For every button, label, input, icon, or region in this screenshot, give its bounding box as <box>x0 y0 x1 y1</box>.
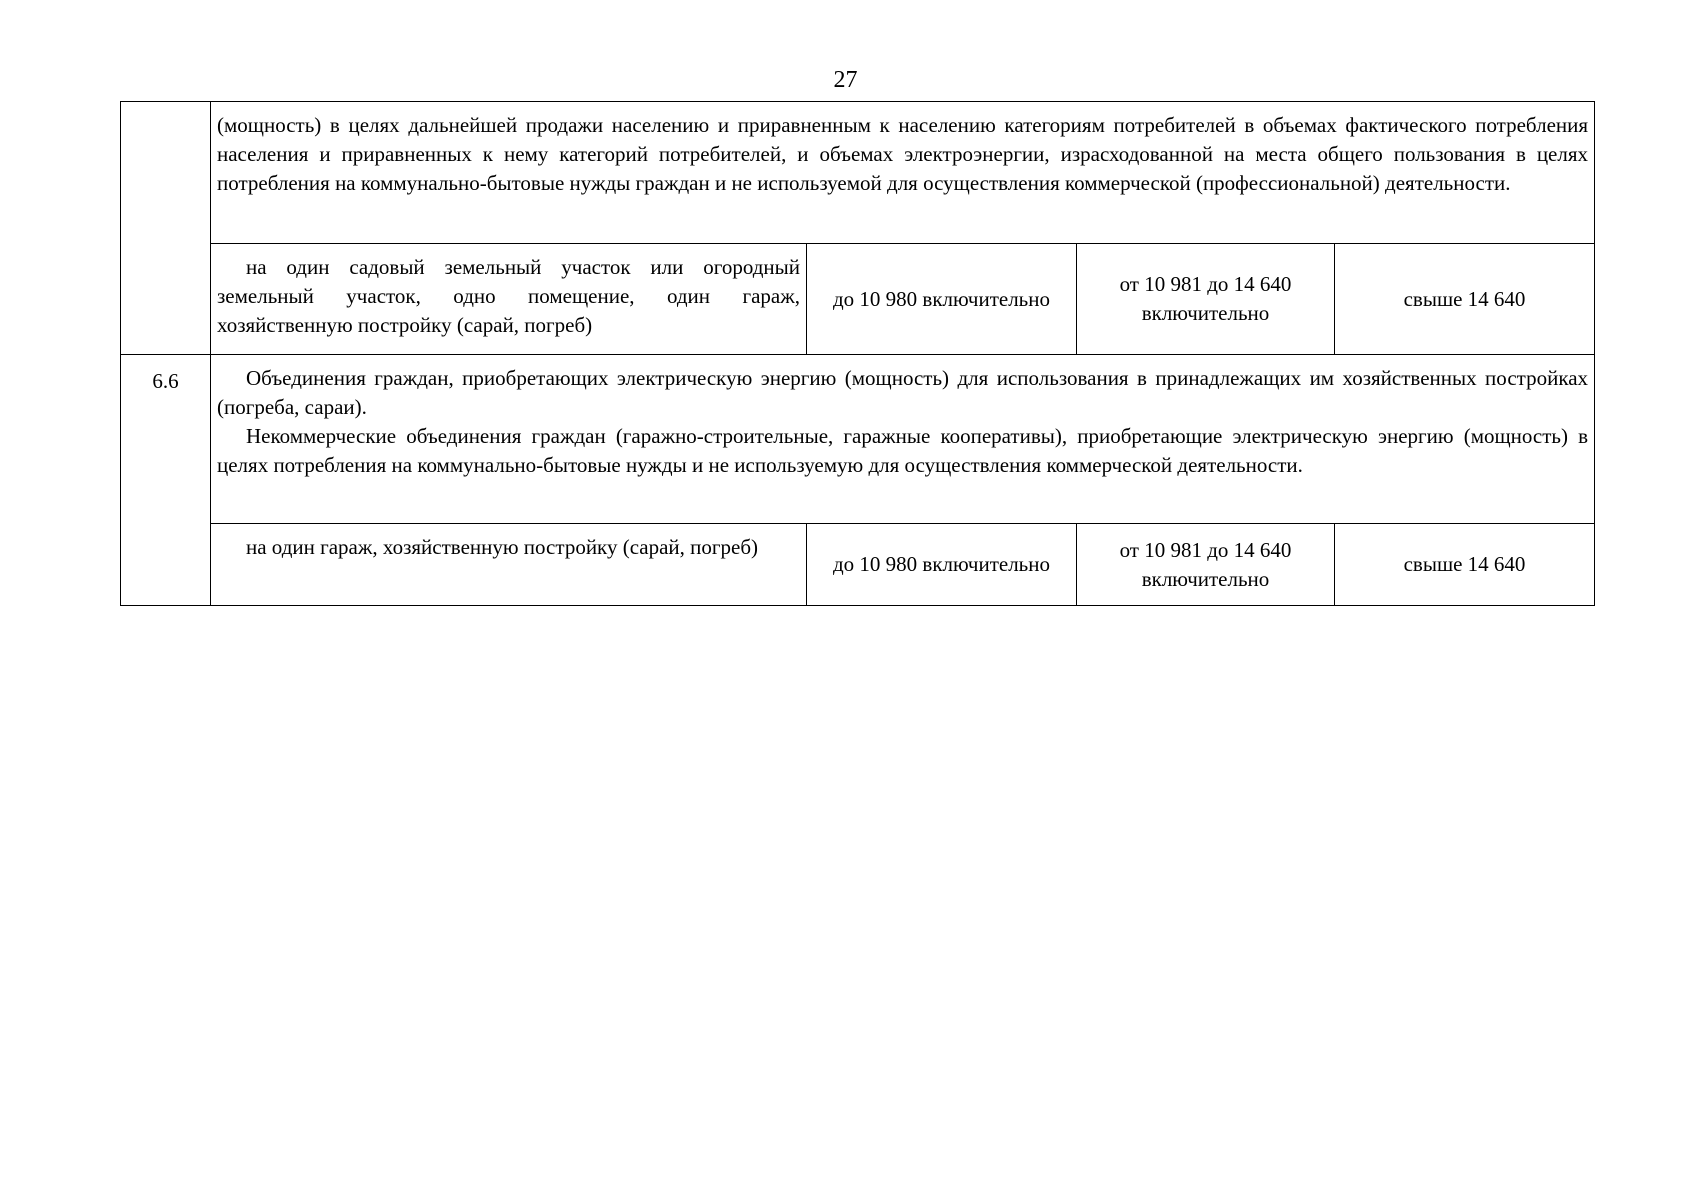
description-paragraph: Объединения граждан, приобретающих электрическую энергию (мощность) для использования в принадлежащих им хозяйственных постройках (погреба, сараи). <box>217 366 1589 419</box>
description-paragraph: Некоммерческие объединения граждан (гаражно-строительные, гаражные кооперативы), приобретающие электрическую энергию (мощность) в целях потребления на коммунально-бытовые нужды и не используемую для осуществления коммерческой деятельности. <box>217 424 1589 477</box>
page-number: 27 <box>833 67 858 93</box>
table-row <box>121 524 1595 606</box>
table-row <box>121 102 1595 244</box>
description-paragraph: (мощность) в целях дальнейшей продажи населению и приравненным к населению категориям потребителей в объемах фактического потребления населения и приравненных к нему категорий потребителей, и объемах электроэнергии, израсходованной на места общего пользования в целях потребления на коммунально-бытовые нужды граждан и не используемой для осуществления коммерческой (профессиональной) деятельности. <box>217 113 1589 195</box>
row-description <box>211 355 1595 524</box>
range-high-cell: свыше 14 640 <box>1335 524 1595 606</box>
table-row <box>121 244 1595 355</box>
sub-row-label: на один садовый земельный участок или огородный земельный участок, одно помещение, один гараж, хозяйственную постройку (сарай, погреб) <box>211 244 807 355</box>
range-low-cell: до 10 980 включительно <box>807 244 1077 355</box>
tariff-table <box>120 101 1595 606</box>
row-number-cell <box>121 102 211 355</box>
range-high-cell: свыше 14 640 <box>1335 244 1595 355</box>
row-description <box>211 102 1595 244</box>
row-number-cell: 6.6 <box>121 355 211 606</box>
range-mid-cell: от 10 981 до 14 640 включительно <box>1077 524 1335 606</box>
sub-row-label: на один гараж, хозяйственную постройку (сарай, погреб) <box>211 524 807 606</box>
range-mid-cell: от 10 981 до 14 640 включительно <box>1077 244 1335 355</box>
range-low-cell: до 10 980 включительно <box>807 524 1077 606</box>
table-row <box>121 355 1595 524</box>
